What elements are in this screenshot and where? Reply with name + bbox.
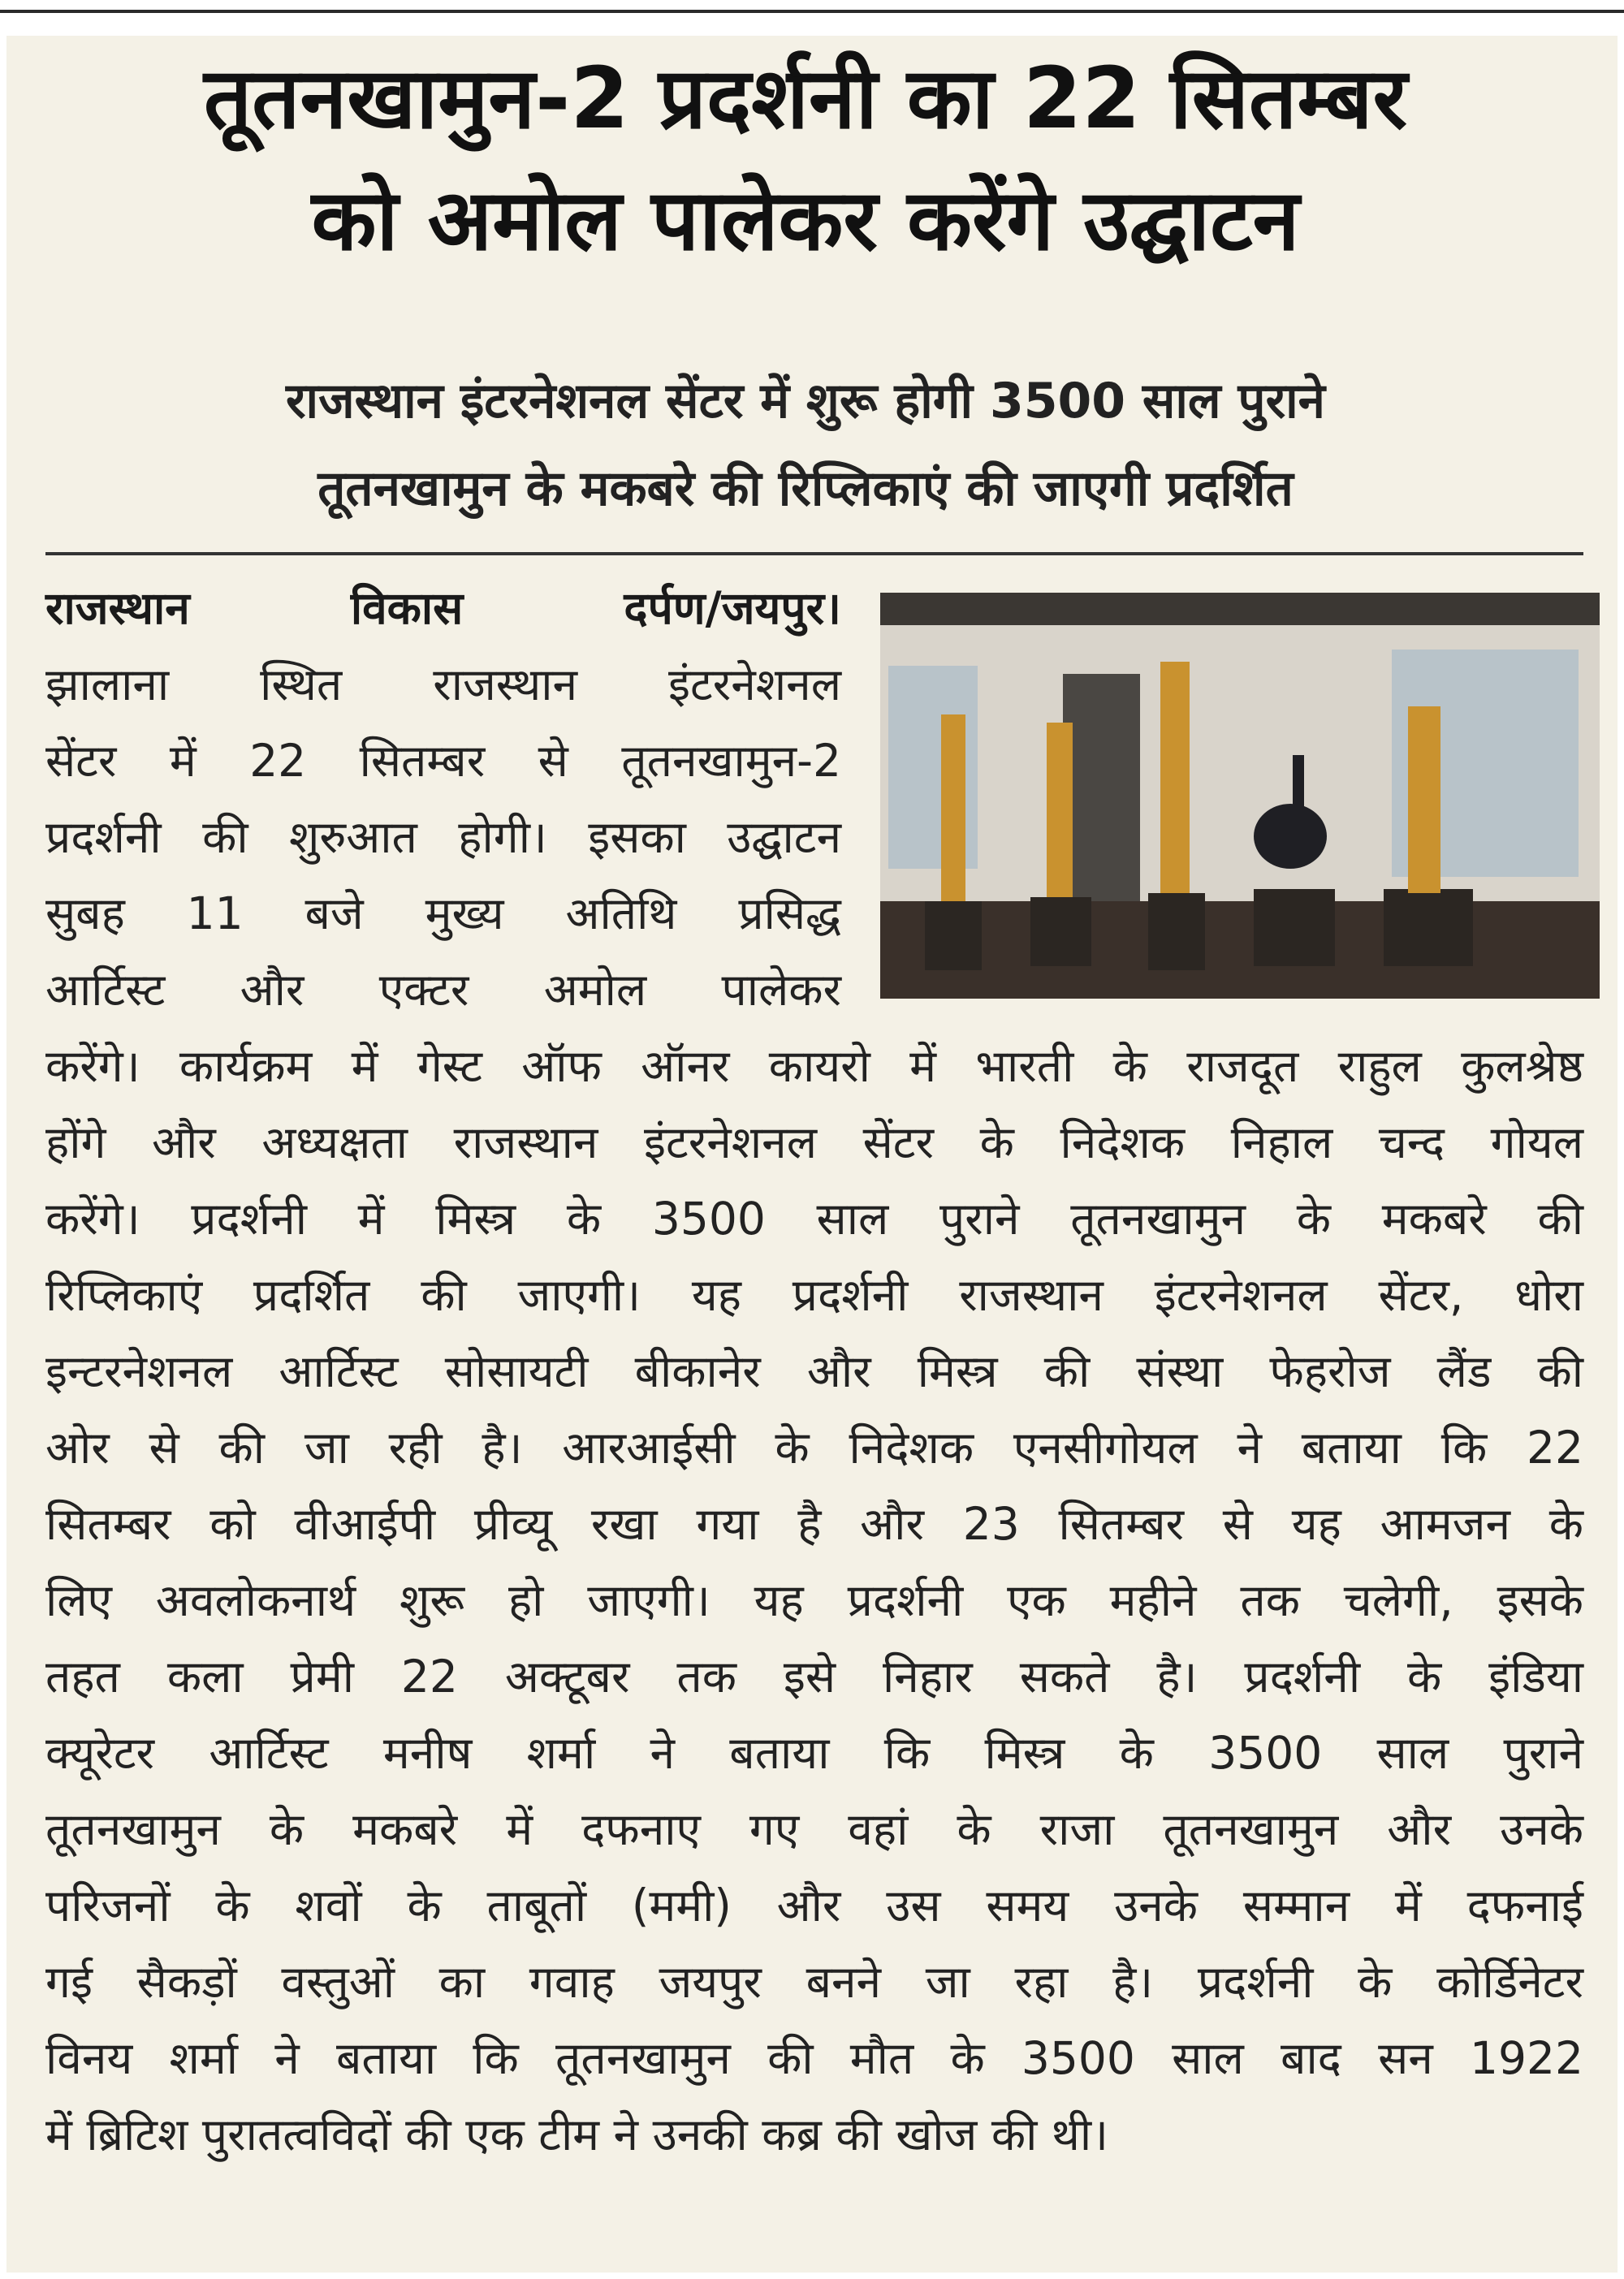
body-line: क्यूरेटर आर्टिस्ट मनीष शर्मा ने बताया कि मिस्त्र के 3500 साल पुराने (45, 1727, 1583, 1779)
body-line: सेंटर में 22 सितम्बर से तूतनखामुन-2 (45, 735, 841, 787)
article-body (45, 570, 1583, 2173)
headline (32, 37, 1579, 281)
headline-line-1: तूतनखामुन-2 प्रदर्शनी का 22 सितम्बर (203, 49, 1408, 148)
body-line: सुबह 11 बजे मुख्य अतिथि प्रसिद्ध (45, 887, 841, 939)
body-line: सितम्बर को वीआईपी प्रीव्यू रखा गया है और 23 सितम्बर से यह आमजन के (45, 1498, 1583, 1550)
subheadline (65, 357, 1546, 533)
top-rule (0, 10, 1624, 13)
headline-line-2: को अमोल पालेकर करेंगे उद्घाटन (311, 170, 1300, 270)
body-line: विनय शर्मा ने बताया कि तूतनखामुन की मौत के 3500 साल बाद सन 1922 (45, 2032, 1583, 2084)
body-line: में ब्रिटिश पुरातत्वविदों की एक टीम ने उनकी कब्र की खोज की थी। (45, 2109, 1109, 2160)
body-line: लिए अवलोकनार्थ शुरू हो जाएगी। यह प्रदर्शनी एक महीने तक चलेगी, इसके (45, 1574, 1583, 1626)
body-line: प्रदर्शनी की शुरुआत होगी। इसका उद्घाटन (45, 811, 841, 863)
divider (45, 552, 1583, 555)
body-line: ओर से की जा रही है। आरआईसी के निदेशक एनसीगोयल ने बताया कि 22 (45, 1422, 1583, 1474)
body-line: इन्टरनेशनल आर्टिस्ट सोसायटी बीकानेर और मिस्त्र की संस्था फेहरोज लैंड की (45, 1345, 1583, 1397)
body-line: होंगे और अध्यक्षता राजस्थान इंटरनेशनल सेंटर के निदेशक निहाल चन्द गोयल (45, 1116, 1584, 1168)
subheadline-line-2: तूतनखामुन के मकबरे की रिप्लिकाएं की जाएगी प्रदर्शित (317, 460, 1294, 517)
body-line: परिजनों के शवों के ताबूतों (ममी) और उस समय उनके सम्मान में दफनाई (45, 1880, 1583, 1932)
subheadline-line-1: राजस्थान इंटरनेशनल सेंटर में शुरू होगी 3500 साल पुराने (286, 373, 1325, 429)
body-line: तूतनखामुन के मकबरे में दफनाए गए वहां के राजा तूतनखामुन और उनके (45, 1803, 1583, 1855)
body-line: आर्टिस्ट और एक्टर अमोल पालेकर (45, 964, 841, 1016)
body-line: गई सैकड़ों वस्तुओं का गवाह जयपुर बनने जा रहा है। प्रदर्शनी के कोर्डिनेटर (45, 1956, 1583, 2008)
body-line: झालाना स्थित राजस्थान इंटरनेशनल (45, 658, 841, 710)
body-line: करेंगे। प्रदर्शनी में मिस्त्र के 3500 साल पुराने तूतनखामुन के मकबरे की (45, 1193, 1583, 1245)
body-line: तहत कला प्रेमी 22 अक्टूबर तक इसे निहार सकते है। प्रदर्शनी के इंडिया (45, 1651, 1583, 1703)
body-line: करेंगे। कार्यक्रम में गेस्ट ऑफ ऑनर कायरो में भारती के राजदूत राहुल कुलश्रेष्ठ (45, 1040, 1583, 1092)
byline: राजस्थान विकास दर्पण/जयपुर। (45, 582, 841, 634)
body-line: रिप्लिकाएं प्रदर्शित की जाएगी। यह प्रदर्शनी राजस्थान इंटरनेशनल सेंटर, धोरा (45, 1269, 1583, 1321)
